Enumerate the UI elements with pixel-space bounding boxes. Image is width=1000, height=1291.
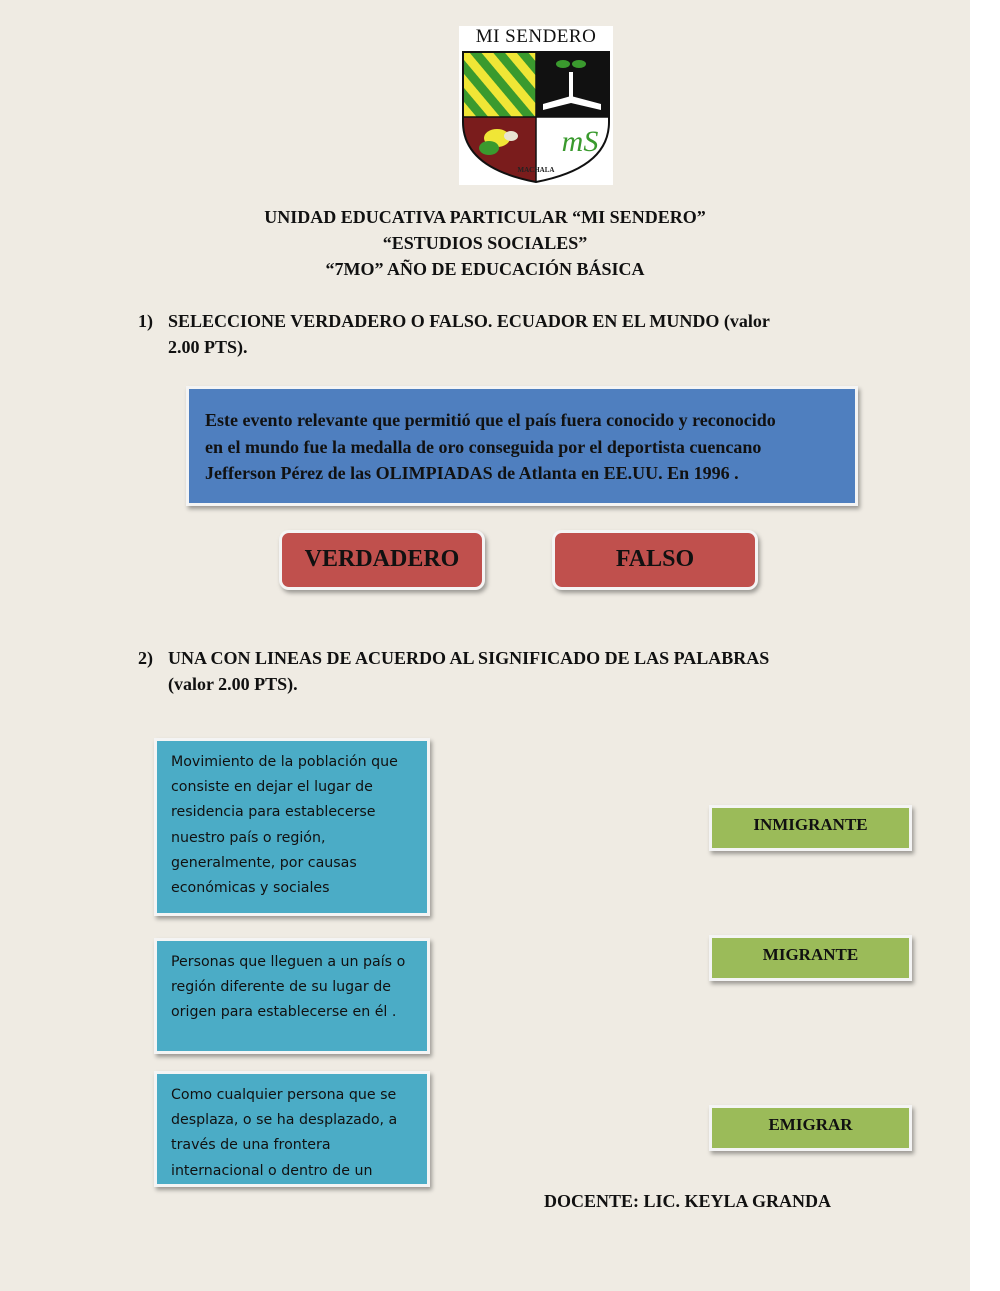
statement-line: Jefferson Pérez de las OLIMPIADAS de Atlanta en EE.UU. En 1996 . [205, 463, 739, 483]
definition-line: través de una frontera [171, 1137, 331, 1154]
definition-line: desplaza, o se ha desplazado, a [171, 1112, 398, 1129]
statement-line: en el mundo fue la medalla de oro conseguida por el deportista cuencano [205, 436, 762, 457]
question-2-text [168, 645, 868, 697]
definition-text [171, 750, 421, 901]
definition-line: económicas y sociales [171, 880, 330, 897]
definition-line: región diferente de su lugar de [171, 979, 391, 996]
definition-line: consiste en dejar el lugar de [171, 779, 373, 796]
question-2-line: UNA CON LINEAS DE ACUERDO AL SIGNIFICADO DE LAS PALABRAS [168, 648, 770, 668]
true-false-statement [186, 386, 858, 506]
definition-box-2[interactable] [154, 938, 430, 1054]
teacher-signature-line: DOCENTE: LIC. KEYLA GRANDA [544, 1191, 832, 1211]
question-1-text [168, 308, 868, 360]
statement-text [205, 407, 845, 487]
definition-line: residencia para establecerse [171, 804, 376, 821]
crest-monogram: mS [561, 125, 599, 158]
definition-line: origen para establecerse en él . [171, 1004, 397, 1021]
definition-text [171, 1083, 421, 1184]
definition-line: Movimiento de la población que [171, 754, 398, 770]
falso-button[interactable]: FALSO [552, 530, 758, 590]
question-2-line: (valor 2.00 PTS). [168, 674, 298, 694]
question-2-number: 2) [138, 648, 153, 668]
statement-line: Este evento relevante que permitió que el país fuera conocido y reconocido [205, 410, 776, 430]
subject-title: “ESTUDIOS SOCIALES” [382, 233, 588, 253]
definition-box-1[interactable] [154, 738, 430, 916]
definition-line: nuestro país o región, [171, 829, 326, 846]
definition-text [171, 950, 421, 1026]
crest-shield-icon [459, 26, 613, 185]
word-box-migrante[interactable]: MIGRANTE [709, 935, 912, 981]
definition-line: generalmente, por causas [171, 854, 357, 871]
question-1-line: SELECCIONE VERDADERO O FALSO. ECUADOR EN EL MUNDO (valor [168, 311, 770, 331]
question-1-line: 2.00 PTS). [168, 337, 248, 357]
verdadero-button[interactable]: VERDADERO [279, 530, 485, 590]
word-box-inmigrante[interactable]: INMIGRANTE [709, 805, 912, 851]
definition-box-3[interactable] [154, 1071, 430, 1187]
crest-title: MI SENDERO [475, 26, 597, 47]
word-box-emigrar[interactable]: EMIGRAR [709, 1105, 912, 1151]
definition-line: Como cualquier persona que se [171, 1087, 397, 1103]
crest-city: MACHALA [517, 166, 555, 174]
school-crest-logo [459, 26, 613, 185]
question-1-number: 1) [138, 311, 153, 331]
school-name: UNIDAD EDUCATIVA PARTICULAR “MI SENDERO” [264, 207, 706, 227]
definition-line: internacional o dentro de un [171, 1162, 373, 1179]
definition-line: Personas que lleguen a un país o [171, 954, 406, 970]
grade-level: “7MO” AÑO DE EDUCACIÓN BÁSICA [325, 259, 645, 279]
